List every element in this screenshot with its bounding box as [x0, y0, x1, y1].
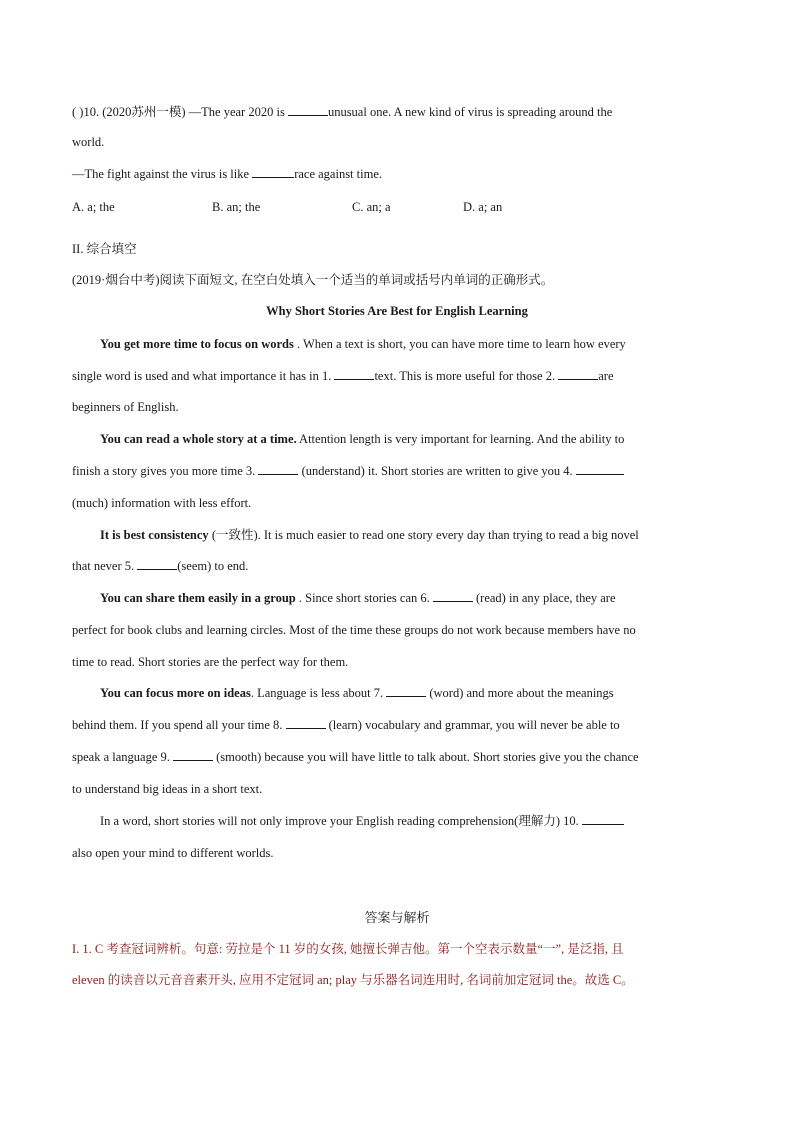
paragraph-2-line3: (much) information with less effort. [72, 496, 252, 510]
answers-heading: 答案与解析 [364, 910, 430, 925]
blank-7 [386, 685, 426, 697]
paragraph-1-line1: You get more time to focus on words . When a text is short, you can have more time to learn how every [100, 337, 626, 351]
paragraph-6-line1: In a word, short stories will not only improve your English reading comprehension(理解力) 10. [100, 813, 624, 829]
paragraph-1-line3: beginners of English. [72, 400, 179, 414]
question-10-text: unusual one. A new kind of virus is spreading around the [327, 105, 613, 119]
question-10-line3: —The fight against the virus is like race against time. [72, 167, 382, 181]
paragraph-5-line1: You can focus more on ideas. Language is less about 7. (word) and more about the meanings [100, 686, 614, 700]
paragraph-2-line1: You can read a whole story at a time. Attention length is very important for learning. And the ability to [100, 432, 625, 446]
paragraph-5-line2: behind them. If you spend all your time 8. (learn) vocabulary and grammar, you will never be able to [72, 718, 620, 732]
blank-8 [286, 717, 326, 729]
blank-5 [137, 558, 177, 570]
paragraph-4-line3: time to read. Short stories are the perfect way for them. [72, 655, 349, 669]
paragraph-6-line2: also open your mind to different worlds. [72, 846, 274, 860]
paragraph-3-line1: It is best consistency (一致性). It is much easier to read one story every day than trying to read a big novel [100, 528, 639, 542]
blank-4 [576, 463, 624, 475]
blank-1 [334, 368, 374, 380]
option-c: C. an; a [352, 200, 391, 214]
blank-2 [558, 368, 598, 380]
section-heading: II. 综合填空 [72, 242, 137, 256]
answer-blank [252, 166, 294, 178]
question-10-line2: world. [72, 135, 105, 149]
paragraph-5-line3: speak a language 9. (smooth) because you will have little to talk about. Short stories give you the chance [72, 750, 639, 764]
answer-line-2: eleven 的读音以元音音素开头, 应用不定冠词 an; play 与乐器名词连用时, 名词前加定冠词 the。故选 C。 [72, 973, 634, 987]
blank-9 [173, 749, 213, 761]
paragraph-2-line2: finish a story gives you more time 3. (understand) it. Short stories are written to give you 4. [72, 463, 624, 479]
passage-title: Why Short Stories Are Best for English Learning [266, 304, 528, 318]
option-b: B. an; the [212, 200, 261, 214]
option-a: A. a; the [72, 200, 115, 214]
blank-3 [258, 463, 298, 475]
paragraph-4-line1: You can share them easily in a group . Since short stories can 6. (read) in any place, they are [100, 591, 616, 605]
answer-line-1: I. 1. C 考查冠词辨析。句意: 劳拉是个 11 岁的女孩, 她擅长弹吉他。第一个空表示数量“一”, 是泛指, 且 [72, 942, 624, 956]
answer-blank [288, 104, 328, 116]
paragraph-3-line2: that never 5. (seem) to end. [72, 559, 249, 573]
question-10-line1 [72, 104, 612, 120]
question-10-prefix: ( )10. (2020苏州一模) —The year 2020 is [72, 105, 288, 119]
blank-10 [582, 813, 624, 825]
paragraph-5-line4: to understand big ideas in a short text. [72, 782, 263, 796]
paragraph-1-line2: single word is used and what importance it has in 1. text. This is more useful for those 2. are [72, 369, 614, 383]
blank-6 [433, 590, 473, 602]
section-instruction: (2019·烟台中考)阅读下面短文, 在空白处填入一个适当的单词或括号内单词的正确形式。 [72, 273, 554, 287]
option-d: D. a; an [463, 200, 503, 214]
paragraph-4-line2: perfect for book clubs and learning circles. Most of the time these groups do not work because members have no [72, 623, 636, 637]
